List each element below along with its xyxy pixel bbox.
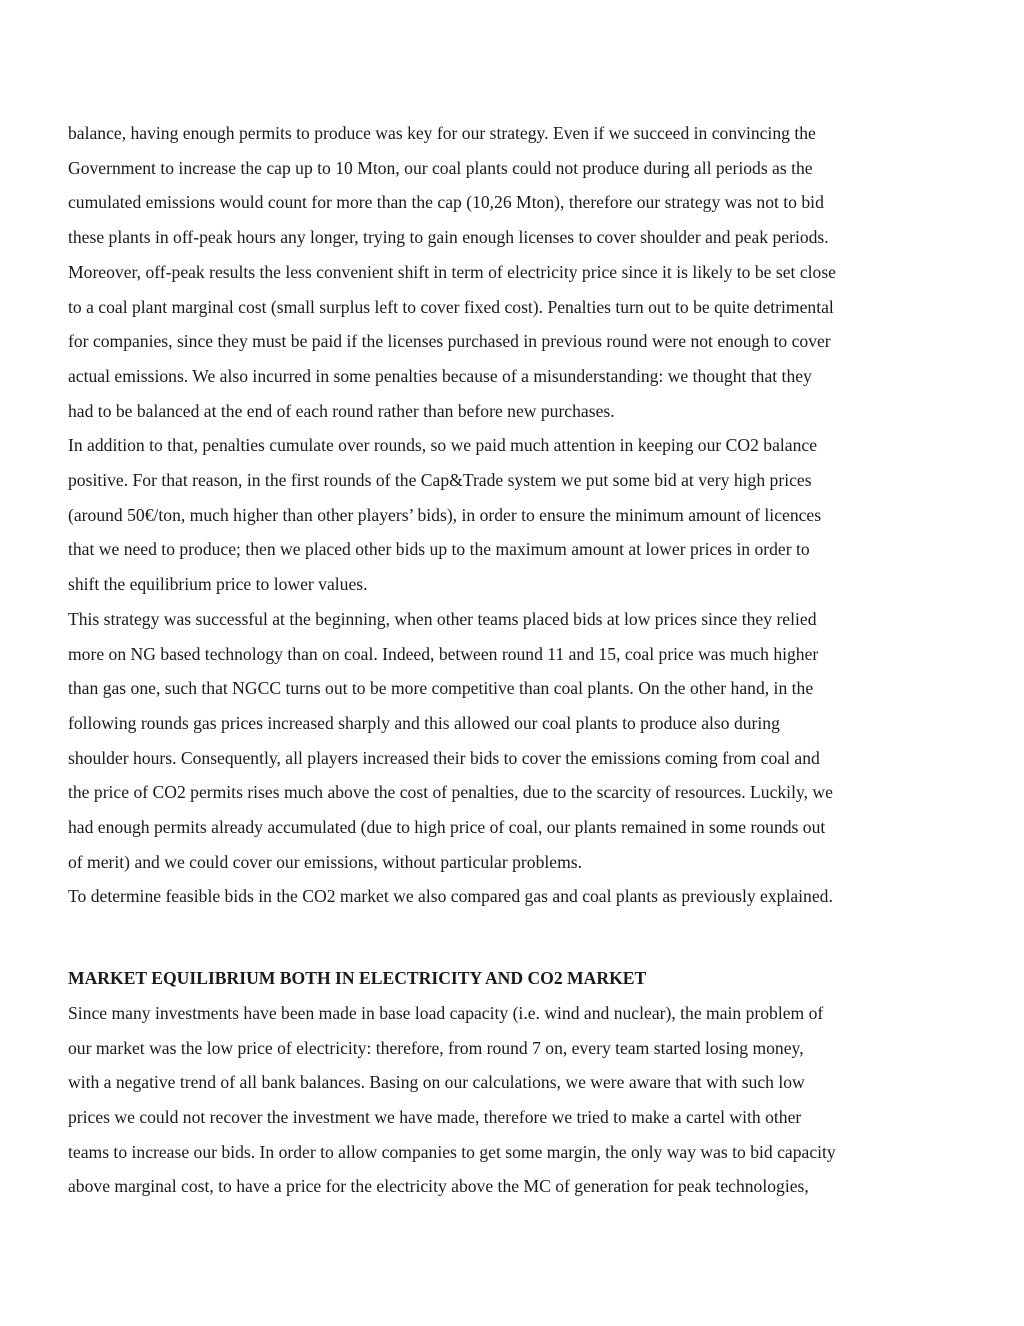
document-page xyxy=(68,116,958,1204)
text-line: This strategy was successful at the beginning, when other teams placed bids at low prices since they relied xyxy=(68,608,817,629)
text-line: Government to increase the cap up to 10 Mton, our coal plants could not produce during all periods as the xyxy=(68,157,813,178)
section-heading: MARKET EQUILIBRIUM BOTH IN ELECTRICITY AND CO2 MARKET xyxy=(68,968,647,989)
text-line: had to be balanced at the end of each round rather than before new purchases. xyxy=(68,400,615,421)
text-line: In addition to that, penalties cumulate over rounds, so we paid much attention in keeping our CO2 balance xyxy=(68,435,818,456)
text-line: actual emissions. We also incurred in some penalties because of a misunderstanding: we thought that they xyxy=(68,365,812,386)
text-line: teams to increase our bids. In order to allow companies to get some margin, the only way was to bid capacity xyxy=(68,1141,836,1162)
text-line: that we need to produce; then we placed other bids up to the maximum amount at lower prices in order to xyxy=(68,539,810,560)
text-line: than gas one, such that NGCC turns out to be more competitive than coal plants. On the other hand, in the xyxy=(68,678,814,699)
text-line: with a negative trend of all bank balances. Basing on our calculations, we were aware that with such low xyxy=(68,1072,805,1093)
text-line: more on NG based technology than on coal. Indeed, between round 11 and 15, coal price was much higher xyxy=(68,643,819,664)
text-line: shift the equilibrium price to lower values. xyxy=(68,574,368,595)
text-line: our market was the low price of electricity: therefore, from round 7 on, every team started losing money, xyxy=(68,1037,804,1058)
text-line: positive. For that reason, in the first rounds of the Cap&Trade system we put some bid at very high prices xyxy=(68,470,812,491)
text-line: had enough permits already accumulated (due to high price of coal, our plants remained in some rounds out xyxy=(68,817,826,838)
text-line: above marginal cost, to have a price for the electricity above the MC of generation for peak technologies, xyxy=(68,1176,809,1197)
paragraph-strategy-success xyxy=(68,602,958,880)
text-line: Since many investments have been made in base load capacity (i.e. wind and nuclear), the main problem of xyxy=(68,1002,824,1023)
text-line: shoulder hours. Consequently, all players increased their bids to cover the emissions coming from coal and xyxy=(68,747,820,768)
text-line: prices we could not recover the investment we have made, therefore we tried to make a cartel with other xyxy=(68,1106,802,1127)
text-line: (around 50€/ton, much higher than other players’ bids), in order to ensure the minimum amount of licences xyxy=(68,504,822,525)
text-line: of merit) and we could cover our emissions, without particular problems. xyxy=(68,851,582,872)
text-line: the price of CO2 permits rises much above the cost of penalties, due to the scarcity of resources. Luckily, we xyxy=(68,782,833,803)
text-line: following rounds gas prices increased sharply and this allowed our coal plants to produce also during xyxy=(68,712,780,733)
text-line: these plants in off-peak hours any longer, trying to gain enough licenses to cover shoulder and peak periods. xyxy=(68,227,829,248)
paragraph-feasible-bids xyxy=(68,879,958,914)
text-line: Moreover, off-peak results the less convenient shift in term of electricity price since it is likely to be set close xyxy=(68,261,836,282)
text-line: for companies, since they must be paid if the licenses purchased in previous round were not enough to cover xyxy=(68,331,831,352)
text-line: cumulated emissions would count for more than the cap (10,26 Mton), therefore our strategy was not to bid xyxy=(68,192,824,213)
text-line: to a coal plant marginal cost (small surplus left to cover fixed cost). Penalties turn out to be quite detrimental xyxy=(68,296,834,317)
text-line: To determine feasible bids in the CO2 market we also compared gas and coal plants as previously explained. xyxy=(68,886,833,907)
paragraph-permits-strategy xyxy=(68,116,958,428)
paragraph-penalties xyxy=(68,428,958,602)
paragraph-market-equilibrium xyxy=(68,996,958,1204)
text-line: balance, having enough permits to produce was key for our strategy. Even if we succeed in convincing the xyxy=(68,123,816,143)
